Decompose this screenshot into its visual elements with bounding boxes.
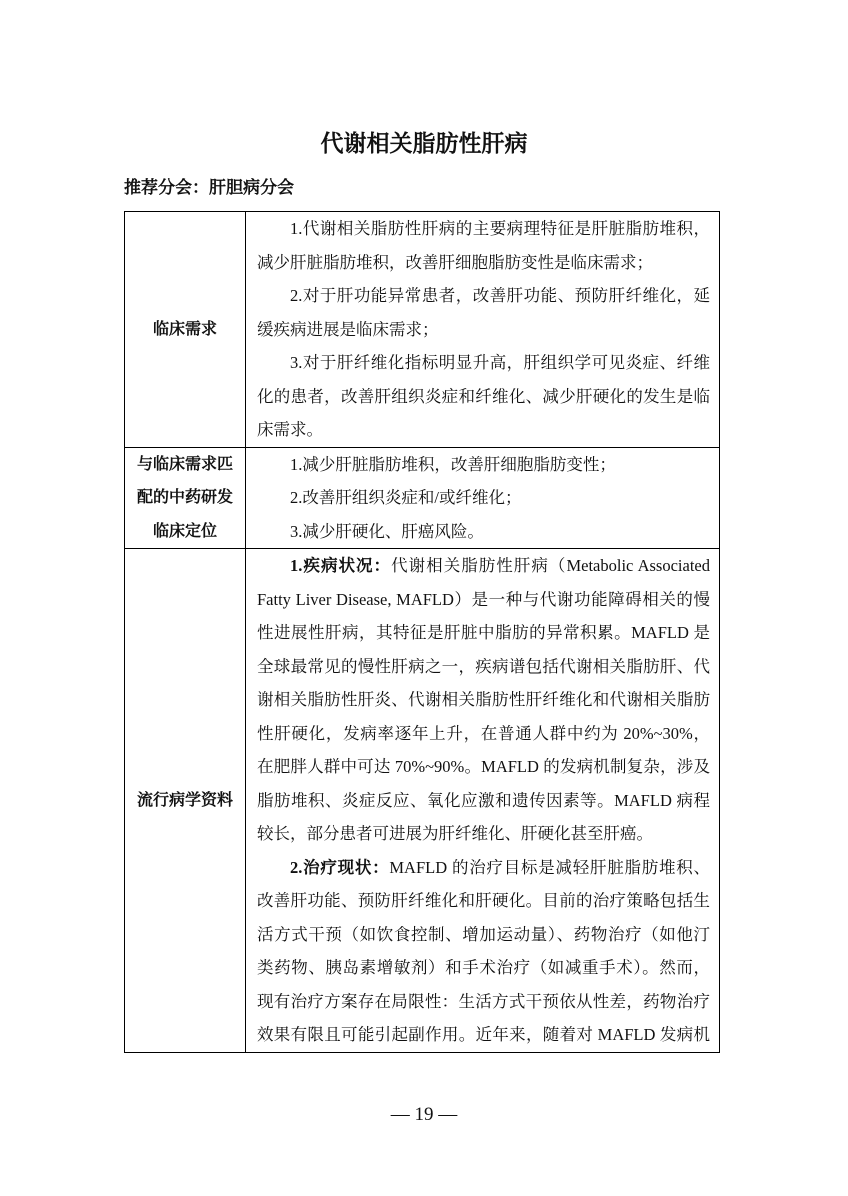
paragraph: [257, 549, 710, 851]
line-text: Fatty Liver Disease, MAFLD）是一种与代谢功能障碍相关的慢: [257, 589, 710, 609]
text-line: [257, 650, 710, 684]
line-text: 较长，部分患者可进展为肝纤维化、肝硬化甚至肝癌。: [257, 824, 653, 843]
line-text: 床需求。: [257, 420, 323, 439]
text-line: [257, 918, 710, 952]
row-label-cell: [125, 447, 246, 549]
text-line: [257, 1018, 710, 1052]
line-text: 化的患者，改善肝组织炎症和纤维化、减少肝硬化的发生是临: [257, 386, 710, 406]
table-row: [125, 212, 720, 448]
line-text: 2.改善肝组织炎症和/或纤维化；: [290, 488, 522, 507]
line-text: MAFLD 的治疗目标是减轻肝脏脂肪堆积、: [389, 857, 710, 877]
text-line: [257, 750, 710, 784]
table-row: [125, 447, 720, 549]
text-line: [257, 549, 710, 583]
row-content-cell: [246, 549, 720, 1053]
row-content-cell: [246, 212, 720, 448]
paragraph: [257, 851, 710, 1052]
row-label: 流行病学资料: [136, 791, 233, 809]
line-text: 代谢相关脂肪性肝病（Metabolic Associated: [391, 556, 710, 575]
line-text: 3.对于肝纤维化指标明显升高，肝组织学可见炎症、纤维: [290, 353, 710, 372]
row-label: 临床需求: [152, 320, 217, 338]
line-text: 减少肝脏脂肪堆积，改善肝细胞脂肪变性是临床需求；: [257, 252, 653, 272]
text-line: [257, 279, 710, 313]
paragraph: [257, 212, 710, 279]
text-line: [257, 851, 710, 885]
content-table: [124, 211, 720, 1053]
text-line: [257, 583, 710, 617]
line-text: 现有治疗方案存在局限性：生活方式干预依从性差，药物治疗: [257, 991, 710, 1011]
recommending-branch: 推荐分会：肝胆病分会: [124, 178, 294, 197]
text-line: [257, 380, 710, 414]
paragraph: [257, 481, 710, 515]
text-line: [257, 616, 710, 650]
paragraph: [257, 279, 710, 346]
paragraph-lead: 2.治疗现状：: [290, 857, 390, 877]
text-line: [257, 683, 710, 717]
text-line: [257, 481, 710, 515]
paragraph: [257, 346, 710, 447]
page-number: — 19 —: [390, 1104, 458, 1125]
text-line: [257, 817, 710, 851]
line-text: 在肥胖人群中可达 70%~90%。MAFLD 的发病机制复杂，涉及: [257, 757, 710, 776]
text-line: [257, 985, 710, 1019]
text-line: [257, 212, 710, 246]
row-label-cell: [125, 212, 246, 448]
line-text: 3.减少肝硬化、肝癌风险。: [290, 521, 484, 541]
paragraph: [257, 448, 710, 482]
text-line: [257, 515, 710, 549]
line-text: 谢相关脂肪性肝炎、代谢相关脂肪性肝纤维化和代谢相关脂肪: [257, 690, 710, 709]
table-row: [125, 549, 720, 1053]
line-text: 脂肪堆积、炎症反应、氧化应激和遗传因素等。MAFLD 病程: [257, 790, 710, 810]
page-title: 代谢相关脂肪性肝病: [320, 130, 528, 156]
line-text: 1.代谢相关脂肪性肝病的主要病理特征是肝脏脂肪堆积，: [290, 219, 710, 238]
line-text: 2.对于肝功能异常患者，改善肝功能、预防肝纤维化，延: [290, 286, 710, 305]
text-line: [257, 346, 710, 380]
text-line: [257, 313, 710, 347]
paragraph: [257, 515, 710, 549]
table-body: [125, 212, 720, 1053]
line-text: 效果有限且可能引起副作用。近年来，随着对 MAFLD 发病机: [257, 1025, 710, 1044]
line-text: 性进展性肝病，其特征是肝脏中脂肪的异常积累。MAFLD 是: [257, 623, 710, 642]
text-line: [257, 784, 710, 818]
text-line: [257, 448, 710, 482]
line-text: 类药物、胰岛素增敏剂）和手术治疗（如减重手术）。然而，: [257, 958, 710, 977]
text-line: [257, 413, 710, 447]
line-text: 全球最常见的慢性肝病之一，疾病谱包括代谢相关脂肪肝、代: [257, 656, 710, 676]
paragraph-lead: 1.疾病状况：: [290, 556, 392, 575]
text-line: [257, 717, 710, 751]
line-text: 1.减少肝脏脂肪堆积，改善肝细胞脂肪变性；: [290, 454, 616, 474]
row-label: 与临床需求匹配的中药研发临床定位: [136, 455, 233, 540]
text-line: [257, 246, 710, 280]
line-text: 改善肝功能、预防肝纤维化和肝硬化。目前的治疗策略包括生: [257, 891, 710, 910]
row-label-cell: [125, 549, 246, 1053]
row-content-cell: [246, 447, 720, 549]
line-text: 活方式干预（如饮食控制、增加运动量）、药物治疗（如他汀: [257, 924, 710, 944]
line-text: 性肝硬化，发病率逐年上升，在普通人群中约为 20%~30%，: [257, 723, 710, 743]
text-line: [257, 951, 710, 985]
text-line: [257, 884, 710, 918]
line-text: 缓疾病进展是临床需求；: [257, 319, 439, 339]
